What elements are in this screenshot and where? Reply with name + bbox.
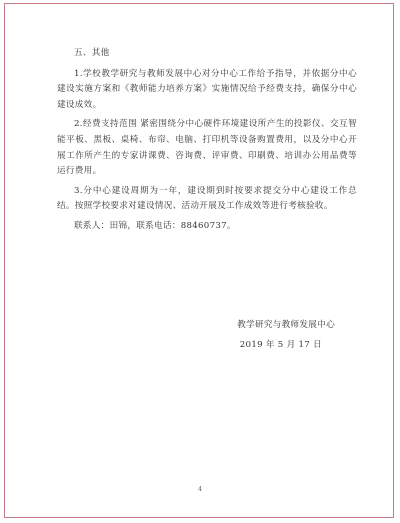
page-number: 4	[198, 486, 202, 493]
paragraph-1: 1.学校教学研究与教师发展中心对分中心工作给予指导，并依据分中心建设实施方案和《教师能力培养方案》实施情况给予经费支持，确保分中心建设成效。	[57, 68, 357, 110]
section-heading: 五、其他	[74, 48, 110, 58]
paragraph-2: 2.经费支持范围 紧密围绕分中心硬件环境建设所产生的投影仪、交互智能平板、黑板、桌椅、布帘、电脑、打印机等设备购置费用，以及分中心开展工作所产生的专家讲课费、咨询费、评审费、印刷费、培训办公用品费等运行费用。	[57, 119, 357, 177]
signature-organization: 教学研究与教师发展中心	[237, 320, 335, 330]
signature-date: 2019 年 5 月 17 日	[239, 340, 322, 350]
contact-line: 联系人：田锦，联系电话：88460737。	[74, 220, 236, 231]
document-body	[57, 46, 357, 239]
paragraph-3: 3.分中心建设周期为一年，建设期到时按要求提交分中心建设工作总结。按照学校要求对建设情况、活动开展及工作成效等进行考核验收。	[57, 185, 357, 212]
